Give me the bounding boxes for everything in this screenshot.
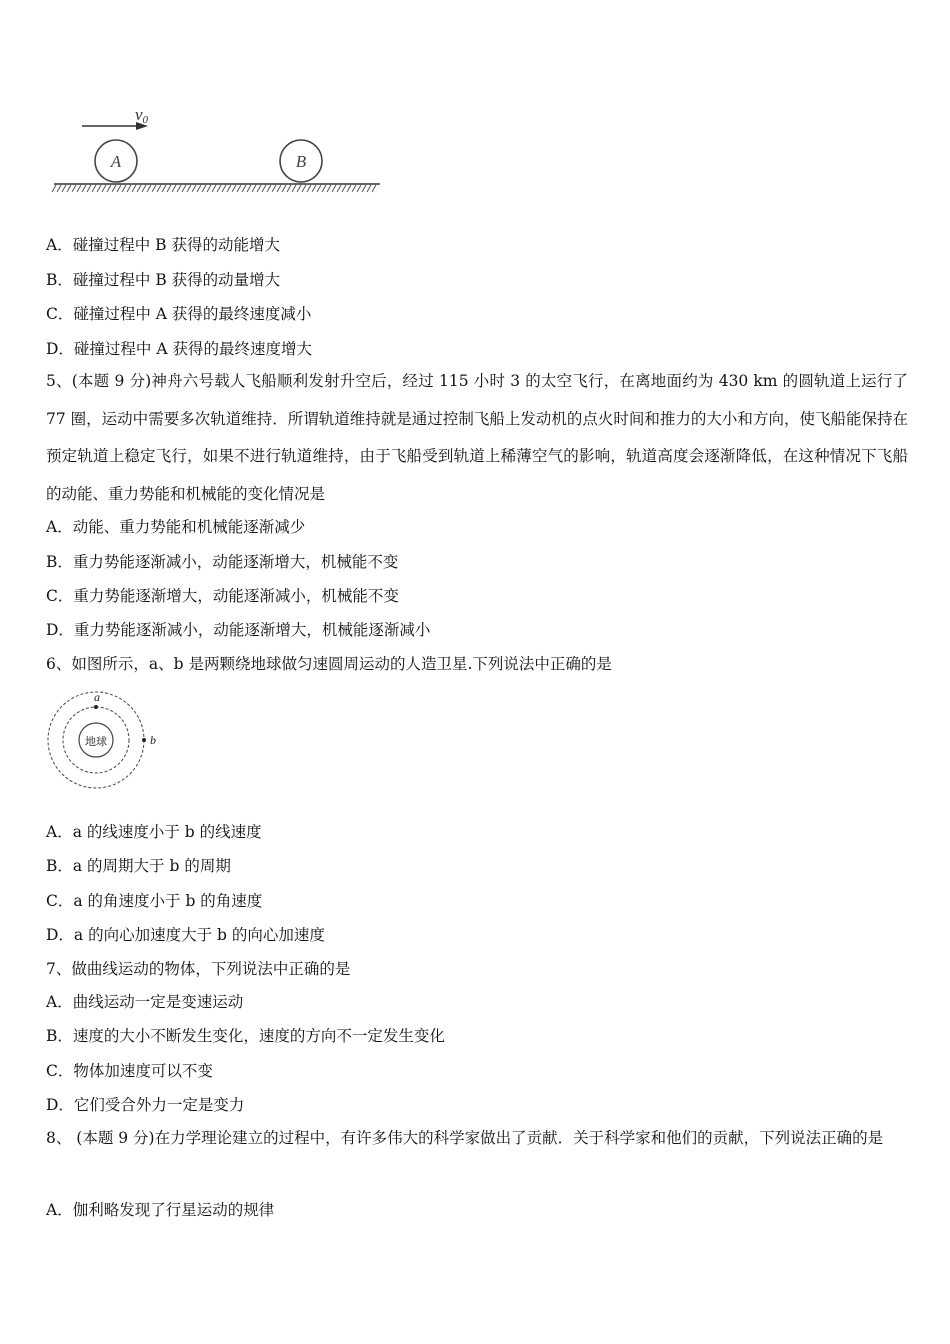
- hatch-mark: [297, 185, 301, 192]
- q5-stem: 5、(本题 9 分)神舟六号载人飞船顺利发射升空后，经过 115 小时 3 的太空飞行，在离地面约为 430 km 的圆轨道上运行了 77 圈，运动中需要多次轨道维持．所谓轨道维持就是通过控制飞船上发动机的点火时间和推力的大小和方向，使飞船能保持在预定轨道上稳定飞行，如果不进行轨道维持，由于飞船受到轨道上稀薄空气的影响，轨道高度会逐渐降低，在这种情况下飞船的动能、重力势能和机械能的变化情况是: [46, 372, 908, 503]
- q4-option-b: B．碰撞过程中 B 获得的动量增大: [46, 271, 281, 289]
- hatch-mark: [362, 185, 366, 192]
- hatch-mark: [197, 185, 201, 192]
- q6-option-b: B．a 的周期大于 b 的周期: [46, 857, 231, 875]
- ground-hatching: [52, 185, 376, 192]
- hatch-mark: [262, 185, 266, 192]
- hatch-mark: [72, 185, 76, 192]
- hatch-mark: [82, 185, 86, 192]
- hatch-mark: [167, 185, 171, 192]
- q8-stem: 8、 (本题 9 分)在力学理论建立的过程中，有许多伟大的科学家做出了贡献．关于科学家和他们的贡献，下列说法正确的是: [46, 1129, 884, 1147]
- hatch-mark: [162, 185, 166, 192]
- hatch-mark: [67, 185, 71, 192]
- hatch-mark: [242, 185, 246, 192]
- hatch-mark: [97, 185, 101, 192]
- hatch-mark: [282, 185, 286, 192]
- q4-option-d: D．碰撞过程中 A 获得的最终速度增大: [46, 340, 312, 358]
- velocity-label: v0: [135, 105, 149, 126]
- hatch-mark: [277, 185, 281, 192]
- q6-stem: 6、如图所示，a、b 是两颗绕地球做匀速圆周运动的人造卫星.下列说法中正确的是: [46, 655, 612, 673]
- hatch-mark: [372, 185, 376, 192]
- hatch-mark: [112, 185, 116, 192]
- hatch-mark: [172, 185, 176, 192]
- hatch-mark: [247, 185, 251, 192]
- satellite-a-label: a: [94, 690, 100, 704]
- hatch-mark: [367, 185, 371, 192]
- hatch-mark: [52, 185, 56, 192]
- hatch-mark: [117, 185, 121, 192]
- hatch-mark: [202, 185, 206, 192]
- earth-label: 地球: [85, 735, 107, 748]
- q7-option-d: D．它们受合外力一定是变力: [46, 1096, 245, 1114]
- ball-a-label: A: [110, 152, 122, 171]
- hatch-mark: [92, 185, 96, 192]
- hatch-mark: [342, 185, 346, 192]
- orbit-figure: [40, 686, 170, 796]
- hatch-mark: [232, 185, 236, 192]
- hatch-mark: [182, 185, 186, 192]
- hatch-mark: [252, 185, 256, 192]
- q6-option-d: D．a 的向心加速度大于 b 的向心加速度: [46, 926, 325, 944]
- q6-option-a: A．a 的线速度小于 b 的线速度: [46, 823, 262, 841]
- hatch-mark: [207, 185, 211, 192]
- q7-stem: 7、做曲线运动的物体，下列说法中正确的是: [46, 960, 351, 978]
- hatch-mark: [152, 185, 156, 192]
- q5-option-d: D．重力势能逐渐减小，动能逐渐增大，机械能逐渐减小: [46, 621, 431, 639]
- hatch-mark: [312, 185, 316, 192]
- hatch-mark: [102, 185, 106, 192]
- hatch-mark: [107, 185, 111, 192]
- hatch-mark: [132, 185, 136, 192]
- hatch-mark: [212, 185, 216, 192]
- hatch-mark: [222, 185, 226, 192]
- hatch-mark: [77, 185, 81, 192]
- hatch-mark: [157, 185, 161, 192]
- hatch-mark: [137, 185, 141, 192]
- hatch-mark: [257, 185, 261, 192]
- hatch-mark: [142, 185, 146, 192]
- q7-option-c: C．物体加速度可以不变: [46, 1062, 213, 1080]
- hatch-mark: [317, 185, 321, 192]
- hatch-mark: [292, 185, 296, 192]
- hatch-mark: [87, 185, 91, 192]
- q5-option-a: A．动能、重力势能和机械能逐渐减少: [46, 518, 306, 536]
- hatch-mark: [147, 185, 151, 192]
- hatch-mark: [177, 185, 181, 192]
- hatch-mark: [337, 185, 341, 192]
- hatch-mark: [187, 185, 191, 192]
- hatch-mark: [287, 185, 291, 192]
- q5-option-c: C．重力势能逐渐增大，动能逐渐减小，机械能不变: [46, 587, 399, 605]
- q7-option-b: B．速度的大小不断发生变化，速度的方向不一定发生变化: [46, 1027, 445, 1045]
- hatch-mark: [122, 185, 126, 192]
- collision-figure: [50, 100, 390, 200]
- hatch-mark: [327, 185, 331, 192]
- hatch-mark: [192, 185, 196, 192]
- hatch-mark: [237, 185, 241, 192]
- hatch-mark: [57, 185, 61, 192]
- satellite-b-label: b: [150, 733, 156, 747]
- q4-option-a: A．碰撞过程中 B 获得的动能增大: [46, 236, 280, 254]
- hatch-mark: [357, 185, 361, 192]
- hatch-mark: [267, 185, 271, 192]
- hatch-mark: [127, 185, 131, 192]
- hatch-mark: [347, 185, 351, 192]
- hatch-mark: [62, 185, 66, 192]
- hatch-mark: [217, 185, 221, 192]
- satellite-a: [94, 705, 98, 709]
- ball-b-label: B: [295, 152, 307, 171]
- hatch-mark: [227, 185, 231, 192]
- q7-option-a: A．曲线运动一定是变速运动: [46, 993, 244, 1011]
- q6-option-c: C．a 的角速度小于 b 的角速度: [46, 892, 263, 910]
- q8-option-a: A．伽利略发现了行星运动的规律: [46, 1201, 275, 1219]
- q4-option-c: C．碰撞过程中 A 获得的最终速度减小: [46, 305, 312, 323]
- hatch-mark: [332, 185, 336, 192]
- satellite-b: [142, 738, 146, 742]
- hatch-mark: [302, 185, 306, 192]
- hatch-mark: [272, 185, 276, 192]
- hatch-mark: [352, 185, 356, 192]
- hatch-mark: [307, 185, 311, 192]
- q5-option-b: B．重力势能逐渐减小，动能逐渐增大，机械能不变: [46, 553, 399, 571]
- hatch-mark: [322, 185, 326, 192]
